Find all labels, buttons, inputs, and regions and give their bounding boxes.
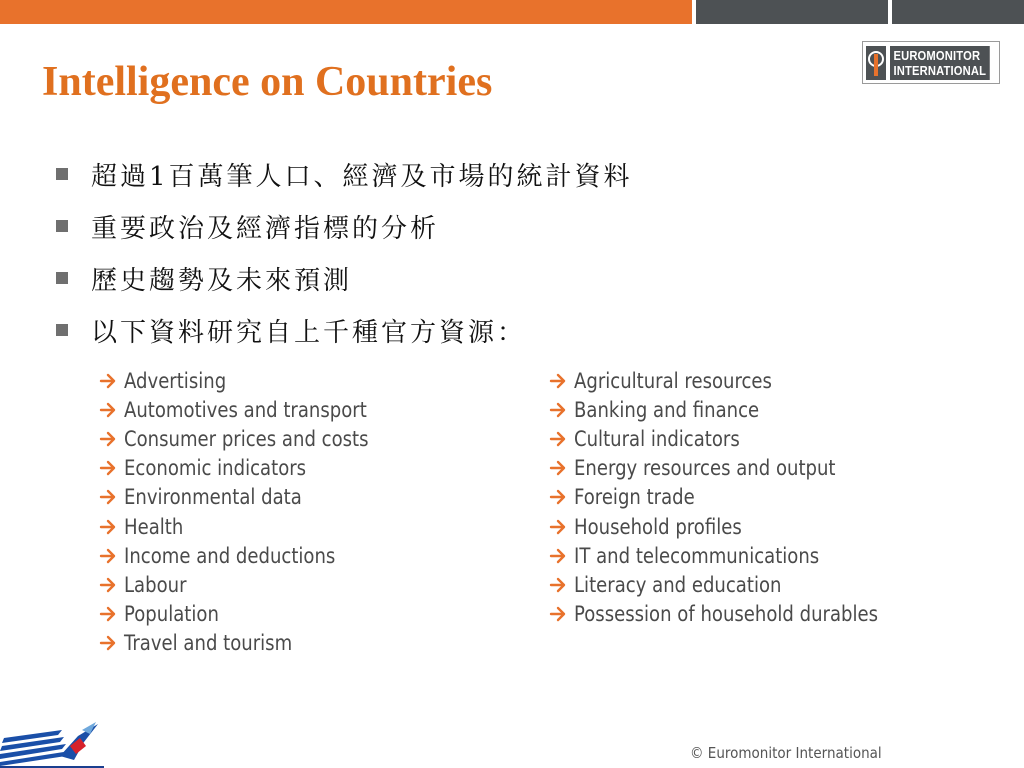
arrow-right-icon xyxy=(98,517,118,537)
bullet-text: 重要政治及經濟指標的分析 xyxy=(91,213,440,244)
topic-label: Travel and tourism xyxy=(124,631,293,656)
topic-label: Environmental data xyxy=(124,485,302,510)
arrow-right-icon xyxy=(548,487,568,507)
topic-item xyxy=(548,454,928,483)
top-orange-bar xyxy=(0,0,692,24)
square-bullet-icon xyxy=(56,272,68,284)
arrow-right-icon xyxy=(548,458,568,478)
copyright-text: © Euromonitor International xyxy=(690,744,882,762)
topic-label: Economic indicators xyxy=(124,456,307,481)
top-gray-bar xyxy=(696,0,888,24)
topic-label: Labour xyxy=(124,572,187,597)
topic-label: Health xyxy=(124,514,184,539)
bullet-item xyxy=(56,200,633,252)
bullet-list xyxy=(56,148,633,356)
arrow-right-icon xyxy=(98,371,118,391)
arrow-right-icon xyxy=(98,604,118,624)
topic-label: Population xyxy=(124,602,219,627)
logo-line-2: INTERNATIONAL xyxy=(893,62,987,78)
square-bullet-icon xyxy=(56,324,68,336)
topic-label: Cultural indicators xyxy=(574,426,740,451)
topic-item xyxy=(98,395,408,424)
topic-item xyxy=(98,366,408,395)
topic-label: Possession of household durables xyxy=(574,602,879,627)
topic-list-left xyxy=(98,366,408,658)
topic-label: Automotives and transport xyxy=(124,397,367,422)
bullet-text: 超過1百萬筆人口、經濟及市場的統計資料 xyxy=(91,161,633,192)
topic-label: IT and telecommunications xyxy=(574,543,820,568)
arrow-right-icon xyxy=(548,517,568,537)
bullet-item xyxy=(56,252,633,304)
topic-label: Consumer prices and costs xyxy=(124,426,369,451)
topic-item xyxy=(98,600,408,629)
arrow-right-icon xyxy=(98,487,118,507)
arrow-right-icon xyxy=(548,400,568,420)
topic-item xyxy=(548,600,928,629)
arrow-right-icon xyxy=(98,575,118,595)
euromonitor-logo xyxy=(862,41,1000,84)
topic-item xyxy=(548,395,928,424)
topic-label: Foreign trade xyxy=(574,485,695,510)
euromonitor-logo-icon xyxy=(866,46,886,80)
arrow-right-icon xyxy=(548,575,568,595)
bullet-text: 以下資料研究自上千種官方資源： xyxy=(91,317,527,348)
arrow-right-icon xyxy=(98,458,118,478)
topic-item xyxy=(98,483,408,512)
topic-label: Advertising xyxy=(124,368,227,393)
topic-item xyxy=(548,541,928,570)
bullet-item xyxy=(56,304,633,356)
topic-label: Agricultural resources xyxy=(574,368,772,393)
bullet-text: 歷史趨勢及未來預測 xyxy=(91,265,353,296)
arrow-right-icon xyxy=(548,371,568,391)
arrow-right-icon xyxy=(98,429,118,449)
arrow-right-icon xyxy=(98,546,118,566)
topic-item xyxy=(98,512,408,541)
arrow-right-icon xyxy=(548,546,568,566)
topic-item xyxy=(548,424,928,453)
topic-list-right xyxy=(548,366,928,629)
topic-item xyxy=(98,454,408,483)
square-bullet-icon xyxy=(56,168,68,180)
logo-line-1: EUROMONITOR xyxy=(893,47,981,63)
top-gray-bar-right xyxy=(892,0,1024,24)
topic-label: Household profiles xyxy=(574,514,742,539)
topic-item xyxy=(98,541,408,570)
arrow-right-icon xyxy=(98,633,118,653)
bullet-item xyxy=(56,148,633,200)
footer-logo-icon xyxy=(0,716,104,768)
topic-item xyxy=(548,483,928,512)
topic-item xyxy=(548,512,928,541)
topic-label: Energy resources and output xyxy=(574,456,836,481)
slide-title: Intelligence on Countries xyxy=(42,59,493,105)
topic-label: Banking and finance xyxy=(574,397,760,422)
topic-item xyxy=(98,570,408,599)
topic-item xyxy=(98,629,408,658)
logo-wordmark xyxy=(890,46,990,80)
square-bullet-icon xyxy=(56,220,68,232)
arrow-right-icon xyxy=(98,400,118,420)
arrow-right-icon xyxy=(548,604,568,624)
topic-item xyxy=(98,424,408,453)
topic-item xyxy=(548,570,928,599)
arrow-right-icon xyxy=(548,429,568,449)
topic-item xyxy=(548,366,928,395)
topic-label: Income and deductions xyxy=(124,543,336,568)
topic-label: Literacy and education xyxy=(574,572,782,597)
